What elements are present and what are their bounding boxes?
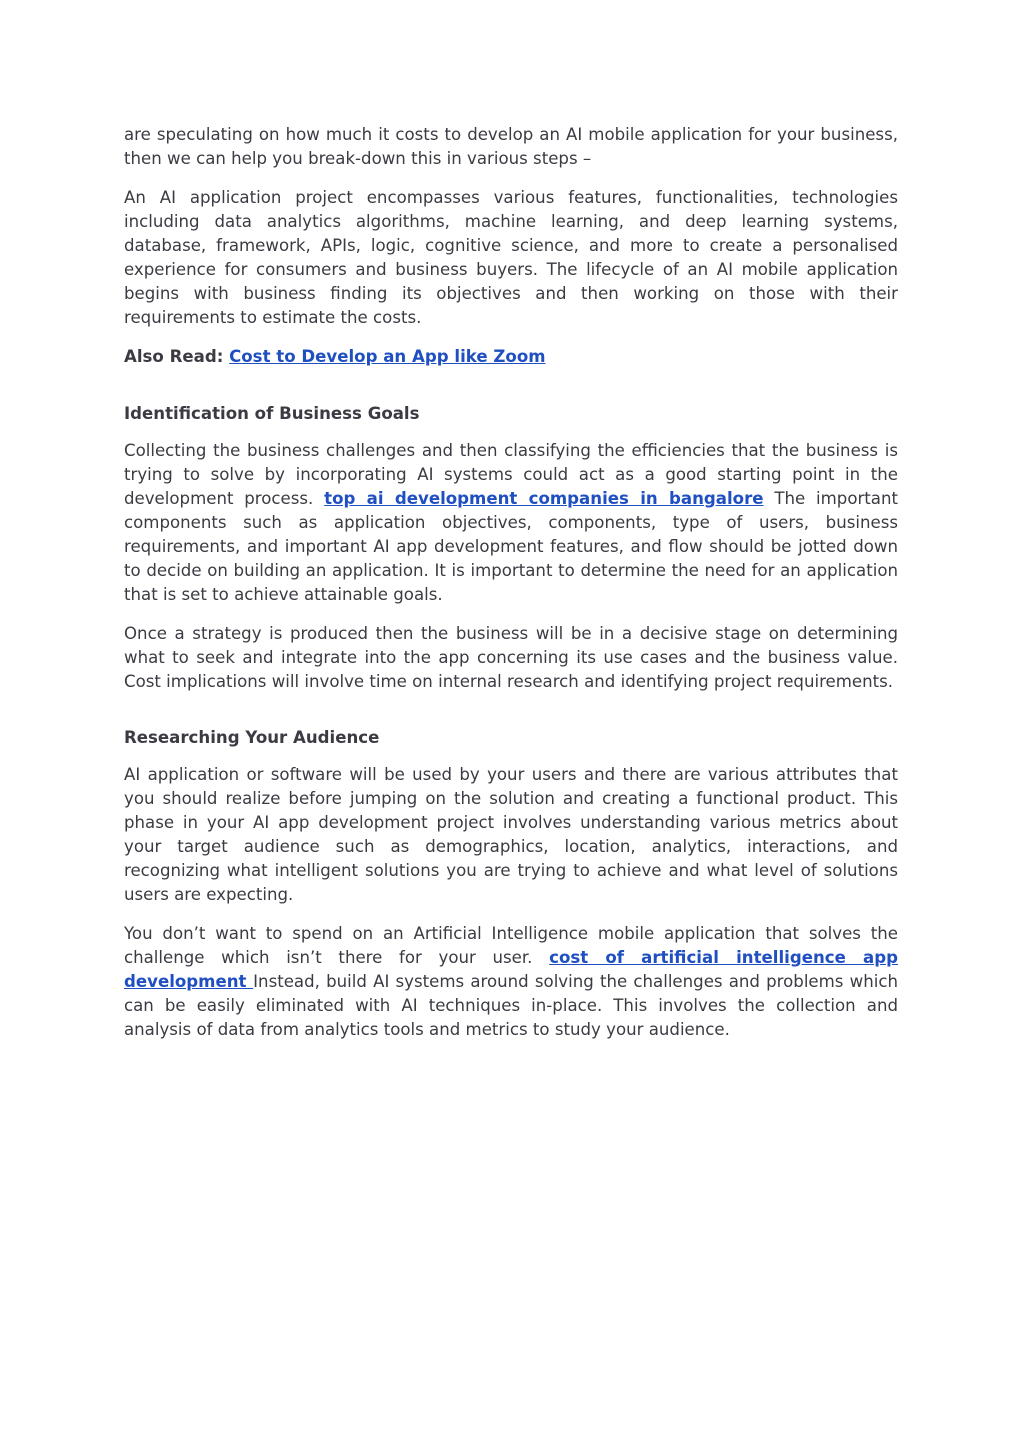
document-page (124, 123, 898, 1057)
section-heading-audience: Researching Your Audience (124, 728, 380, 747)
ai-companies-bangalore-link[interactable]: top ai development companies in bangalore (324, 489, 764, 508)
section-heading-business-goals: Identification of Business Goals (124, 404, 420, 423)
also-read-link[interactable]: Cost to Develop an App like Zoom (229, 347, 546, 366)
intro-paragraph-1: are speculating on how much it costs to develop an AI mobile application for your business, then we can help you break-down this in various steps – (124, 125, 898, 168)
audience-paragraph-1: AI application or software will be used by your users and there are various attributes that you should realize before jumping on the solution and creating a functional product. This phase in your AI app development project involves understanding various metrics about your target audience such as demographics, location, analytics, interactions, and recognizing what intelligent solutions you are trying to achieve and what level of solutions users are expecting. (124, 765, 898, 904)
audience-text-before: You don’t want to spend on an Artificial Intelligence mobile application that solves the challenge which isn’t there for your user. (124, 924, 898, 967)
audience-paragraph-2 (124, 922, 898, 1042)
business-goals-paragraph-2: Once a strategy is produced then the business will be in a decisive stage on determining what to seek and integrate into the app concerning its use cases and the business value. Cost implications will involve time on internal research and identifying project requirements. (124, 624, 898, 691)
ai-app-cost-link[interactable]: cost of artificial intelligence app development (124, 948, 898, 991)
also-read (124, 345, 898, 369)
intro-paragraph-2: An AI application project encompasses various features, functionalities, technologies including data analytics algorithms, machine learning, and deep learning systems, database, framework, APIs, logic, cognitive science, and more to create a personalised experience for consumers and business buyers. The lifecycle of an AI mobile application begins with business finding its objectives and then working on those with their requirements to estimate the costs. (124, 188, 898, 327)
business-goals-text-before: Collecting the business challenges and then classifying the efficiencies that the business is trying to solve by incorporating AI systems could act as a good starting point in the development process. (124, 441, 898, 508)
also-read-label: Also Read: (124, 347, 230, 366)
business-goals-paragraph-1 (124, 439, 898, 607)
business-goals-text-after: The important components such as application objectives, components, type of users, business requirements, and important AI app development features, and flow should be jotted down to decide on building an application. It is important to determine the need for an application that is set to achieve attainable goals. (124, 489, 898, 604)
audience-text-after: Instead, build AI systems around solving the challenges and problems which can be easily eliminated with AI techniques in-place. This involves the collection and analysis of data from analytics tools and metrics to study your audience. (124, 972, 898, 1039)
